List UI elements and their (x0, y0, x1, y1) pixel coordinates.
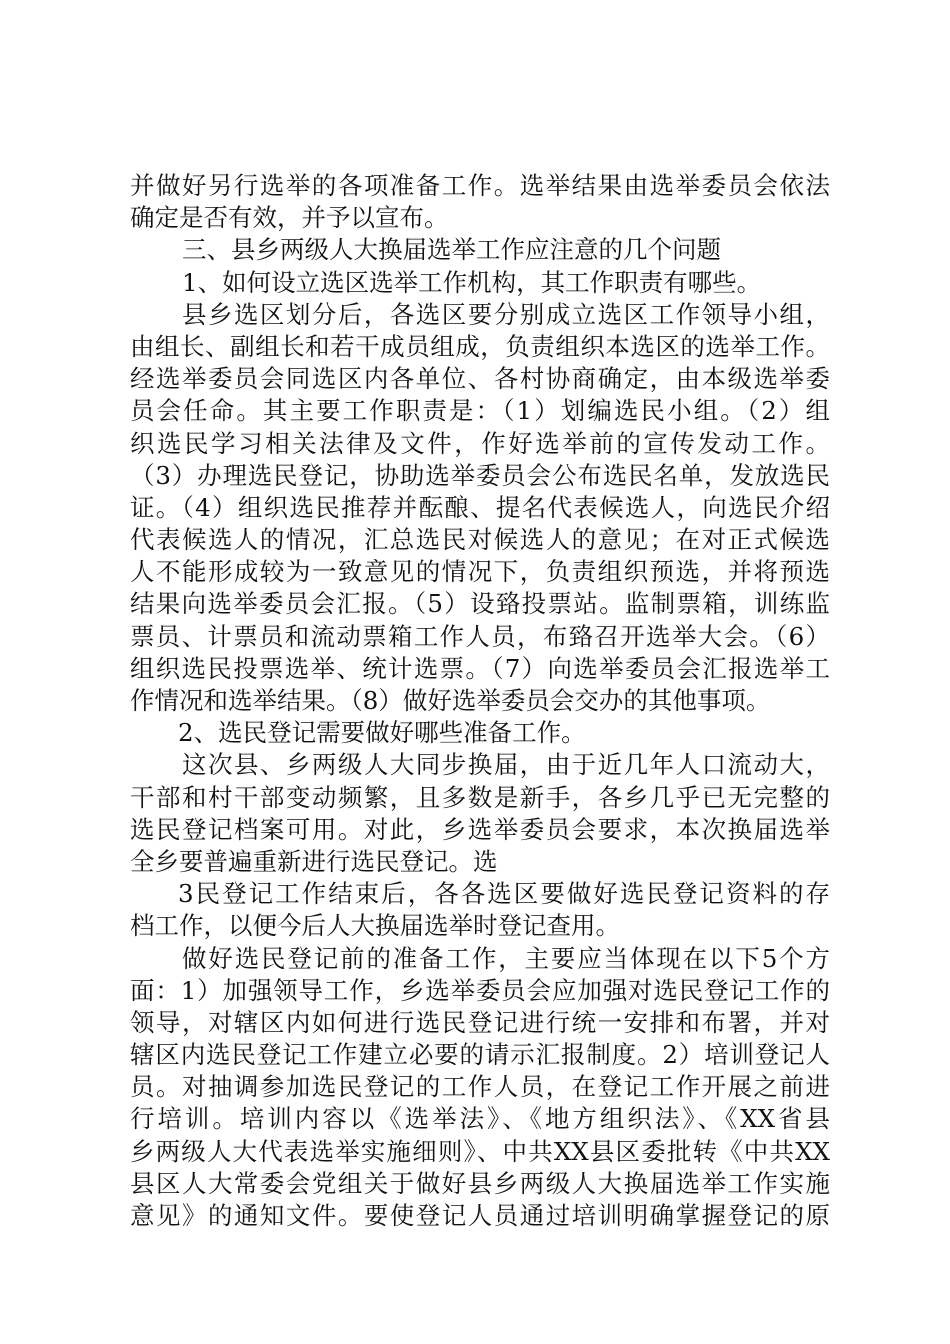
text-line: 行培训。培训内容以《选举法》、《地方组织法》、《XX省县 (130, 1104, 830, 1134)
text-line: 县区人大常委会党组关于做好县乡两级人大换届选举工作实施 (130, 1168, 830, 1198)
text-line: （3）办理选民登记，协助选举委员会公布选民名单，发放选民 (130, 460, 830, 490)
text-line: 代表候选人的情况，汇总选民对候选人的意见；在对正式候选 (130, 525, 830, 555)
text-line: 并做好另行选举的各项准备工作。选举结果由选举委员会依法 (130, 171, 830, 200)
text-line: 组织选民投票选举、统计选票。（7）向选举委员会汇报选举工 (130, 653, 830, 683)
text-line: 确定是否有效，并予以宣布。 (130, 203, 449, 233)
text-line: 做好选民登记前的准备工作，主要应当体现在以下5个方 (182, 943, 830, 973)
text-line: 3民登记工作结束后，各各选区要做好选民登记资料的存 (178, 879, 830, 909)
text-line: 经选举委员会同选区内各单位、各村协商确定，由本级选举委 (130, 364, 830, 394)
text-line: 员会任命。其主要工作职责是：（1）划编选民小组。（2）组 (130, 396, 830, 426)
text-line: 作情况和选举结果。（8）做好选举委员会交办的其他事项。 (130, 686, 771, 715)
text-line: 档工作，以便今后人大换届选举时登记查用。 (130, 911, 620, 941)
text-line: 辖区内选民登记工作建立必要的请示汇报制度。2）培训登记人 (130, 1040, 830, 1070)
text-line: 人不能形成较为一致意见的情况下，负责组织预选，并将预选 (130, 557, 830, 587)
text-line: 结果向选举委员会汇报。（5）设臵投票站。监制票箱，训练监 (130, 589, 830, 619)
document-page (130, 170, 830, 1232)
text-line: 员。对抽调参加选民登记的工作人员，在登记工作开展之前进 (130, 1072, 830, 1102)
text-line: 选民登记档案可用。对此，乡选举委员会要求，本次换届选举 (130, 814, 830, 844)
text-line: 织选民学习相关法律及文件，作好选举前的宣传发动工作。 (130, 428, 830, 458)
text-line: 面：1）加强领导工作，乡选举委员会应加强对选民登记工作的 (130, 975, 830, 1005)
section-heading: 三、县乡两级人大换届选举工作应注意的几个问题 (182, 235, 721, 265)
subsection-heading: 1、如何设立选区选举工作机构，其工作职责有哪些。 (182, 267, 762, 297)
text-line: 领导，对辖区内如何进行选民登记进行统一安排和布署，并对 (130, 1007, 830, 1037)
text-line: 干部和村干部变动频繁，且多数是新手，各乡几乎已无完整的 (130, 782, 830, 812)
text-line: 乡两级人大代表选举实施细则》、中共XX县区委批转《中共XX (130, 1136, 830, 1166)
text-line: 证。（4）组织选民推荐并酝酿、提名代表候选人，向选民介绍 (130, 492, 830, 522)
text-line: 意见》的通知文件。要使登记人员通过培训明确掌握登记的原 (130, 1201, 830, 1230)
text-line: 票员、计票员和流动票箱工作人员，布臵召开选举大会。（6） (130, 621, 830, 651)
text-line: 县乡选区划分后，各选区要分别成立选区工作领导小组， (182, 299, 830, 329)
text-line: 由组长、副组长和若干成员组成，负责组织本选区的选举工作。 (130, 331, 830, 361)
text-line: 全乡要普遍重新进行选民登记。选 (130, 846, 498, 876)
text-line: 这次县、乡两级人大同步换届，由于近几年人口流动大， (182, 750, 830, 780)
subsection-heading: 2、选民登记需要做好哪些准备工作。 (178, 718, 586, 748)
